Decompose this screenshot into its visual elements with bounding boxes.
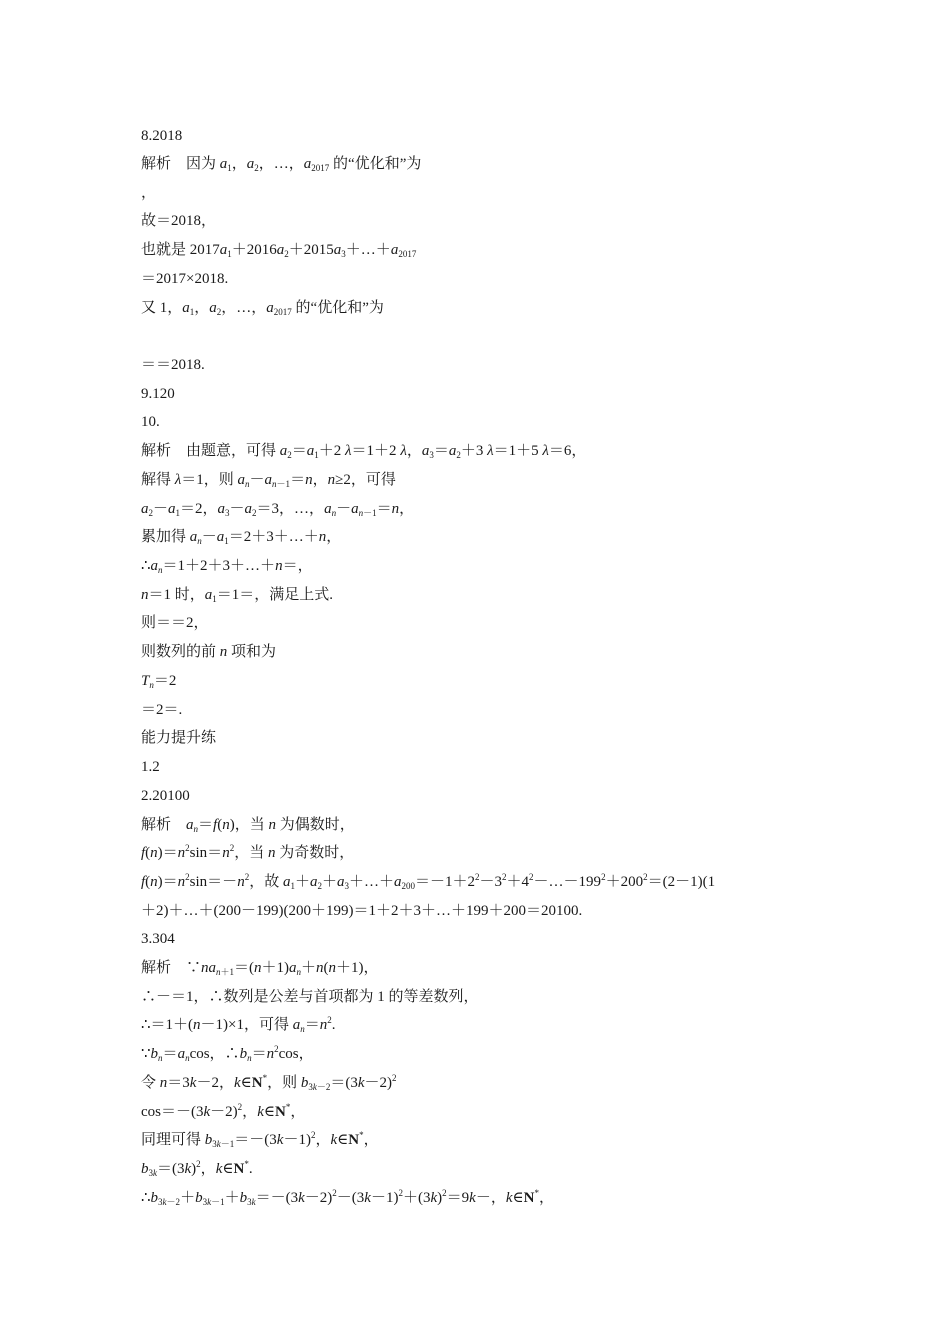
text-line: 解析 $a_n=f(n)$，当 n 为偶数时，	[141, 817, 355, 834]
text-line: $f(n)=n^2\sin=-n^2$，故 $a_1+a_2+a_3+\dots+a_{200}=-1+2^2-3^2+4^2-\dots-199^2+200^2=(2-1)(1$	[141, 872, 716, 891]
text-line: 3.304	[141, 931, 175, 947]
text-line: 解析 因为 $a_1$，$a_2$，…，$a_{2017}$ 的“优化和”为	[141, 156, 422, 173]
text-line: $\because b_n=a_n\cos$，$\therefore b_n=n^2\cos$，	[141, 1044, 314, 1063]
text-line: 令 n＝3k－2，k∈N*，则 $b_{3k-2}=(3k-2)^2$	[141, 1073, 397, 1092]
text-line: $T_n=2$	[141, 673, 177, 690]
text-line: $\therefore b_{3k-2}+b_{3k-1}+b_{3k}=-(3k-2)^2-(3k-1)^2+(3k)^2=9k-$，k∈N*，	[141, 1188, 554, 1207]
text-line: 解析 由题意，可得 $a_2=a_1+2$ λ＝1＋2 λ，$a_3=a_2+3$ λ＝1＋5 λ＝6，	[141, 443, 587, 460]
text-line: ＝2＝.	[141, 702, 183, 718]
text-line: 累加得 $a_n-a_1=2+3+\dots+n$，	[141, 529, 342, 546]
text-line: 8.2018	[141, 128, 183, 144]
text-line: 2.20100	[141, 788, 190, 804]
text-line: n＝1 时，$a_1=1=$，满足上式.	[141, 587, 334, 604]
text-line: 1.2	[141, 759, 160, 775]
text-line: $a_2-a_1=2$，$a_3-a_2=3$，…，$a_n-a_{n-1}=n$，	[141, 501, 415, 518]
text-line: 同理可得 $b_{3k-1}=-(3k-1)^2$，k∈N*，	[141, 1130, 379, 1149]
text-line: 则数列的前 n 项和为	[141, 644, 277, 660]
text-line: ∴＝1＋(n－1)×1，可得 $a_n=n^2$.	[141, 1015, 336, 1034]
text-line: ＝2017×2018.	[141, 271, 229, 287]
text-line: 能力提升练	[141, 730, 217, 746]
text-line: ∴－＝1，∴数列是公差与首项都为 1 的等差数列，	[141, 989, 479, 1005]
text-line: 9.120	[141, 386, 175, 402]
text-line: 则＝＝2，	[141, 615, 209, 631]
text-line: 故＝2018，	[141, 213, 217, 229]
text-line: $\cos=-(3k-2)^2$，k∈N*，	[141, 1102, 306, 1120]
text-line: $f(n)=n^2\sin=n^2$，当 n 为奇数时，	[141, 843, 355, 861]
text-line: $b_{3k}=(3k)^2$，k∈N*.	[141, 1159, 253, 1178]
text-line: 10.	[141, 414, 160, 430]
text-line: ＋2)＋…＋(200－199)(200＋199)＝1＋2＋3＋…＋199＋200＝20100.	[141, 903, 583, 919]
text-line: ，	[141, 185, 157, 201]
text-line: 又 1，$a_1$，$a_2$，…，$a_{2017}$ 的“优化和”为	[141, 300, 384, 317]
text-line: 解得 λ＝1，则 $a_n-a_{n-1}=n$，n≥2，可得	[141, 472, 396, 489]
text-line: ＝＝2018.	[141, 357, 205, 373]
text-line: 解析 $\because na_{n+1}=(n+1)a_n+n(n+1)$，	[141, 960, 379, 977]
text-line: $\therefore a_n=1+2+3+\dots+n=$，	[141, 558, 313, 575]
text-line: 也就是 $2017a_1+2016a_2+2015a_3+\dots+a_{2017}$	[141, 242, 417, 259]
